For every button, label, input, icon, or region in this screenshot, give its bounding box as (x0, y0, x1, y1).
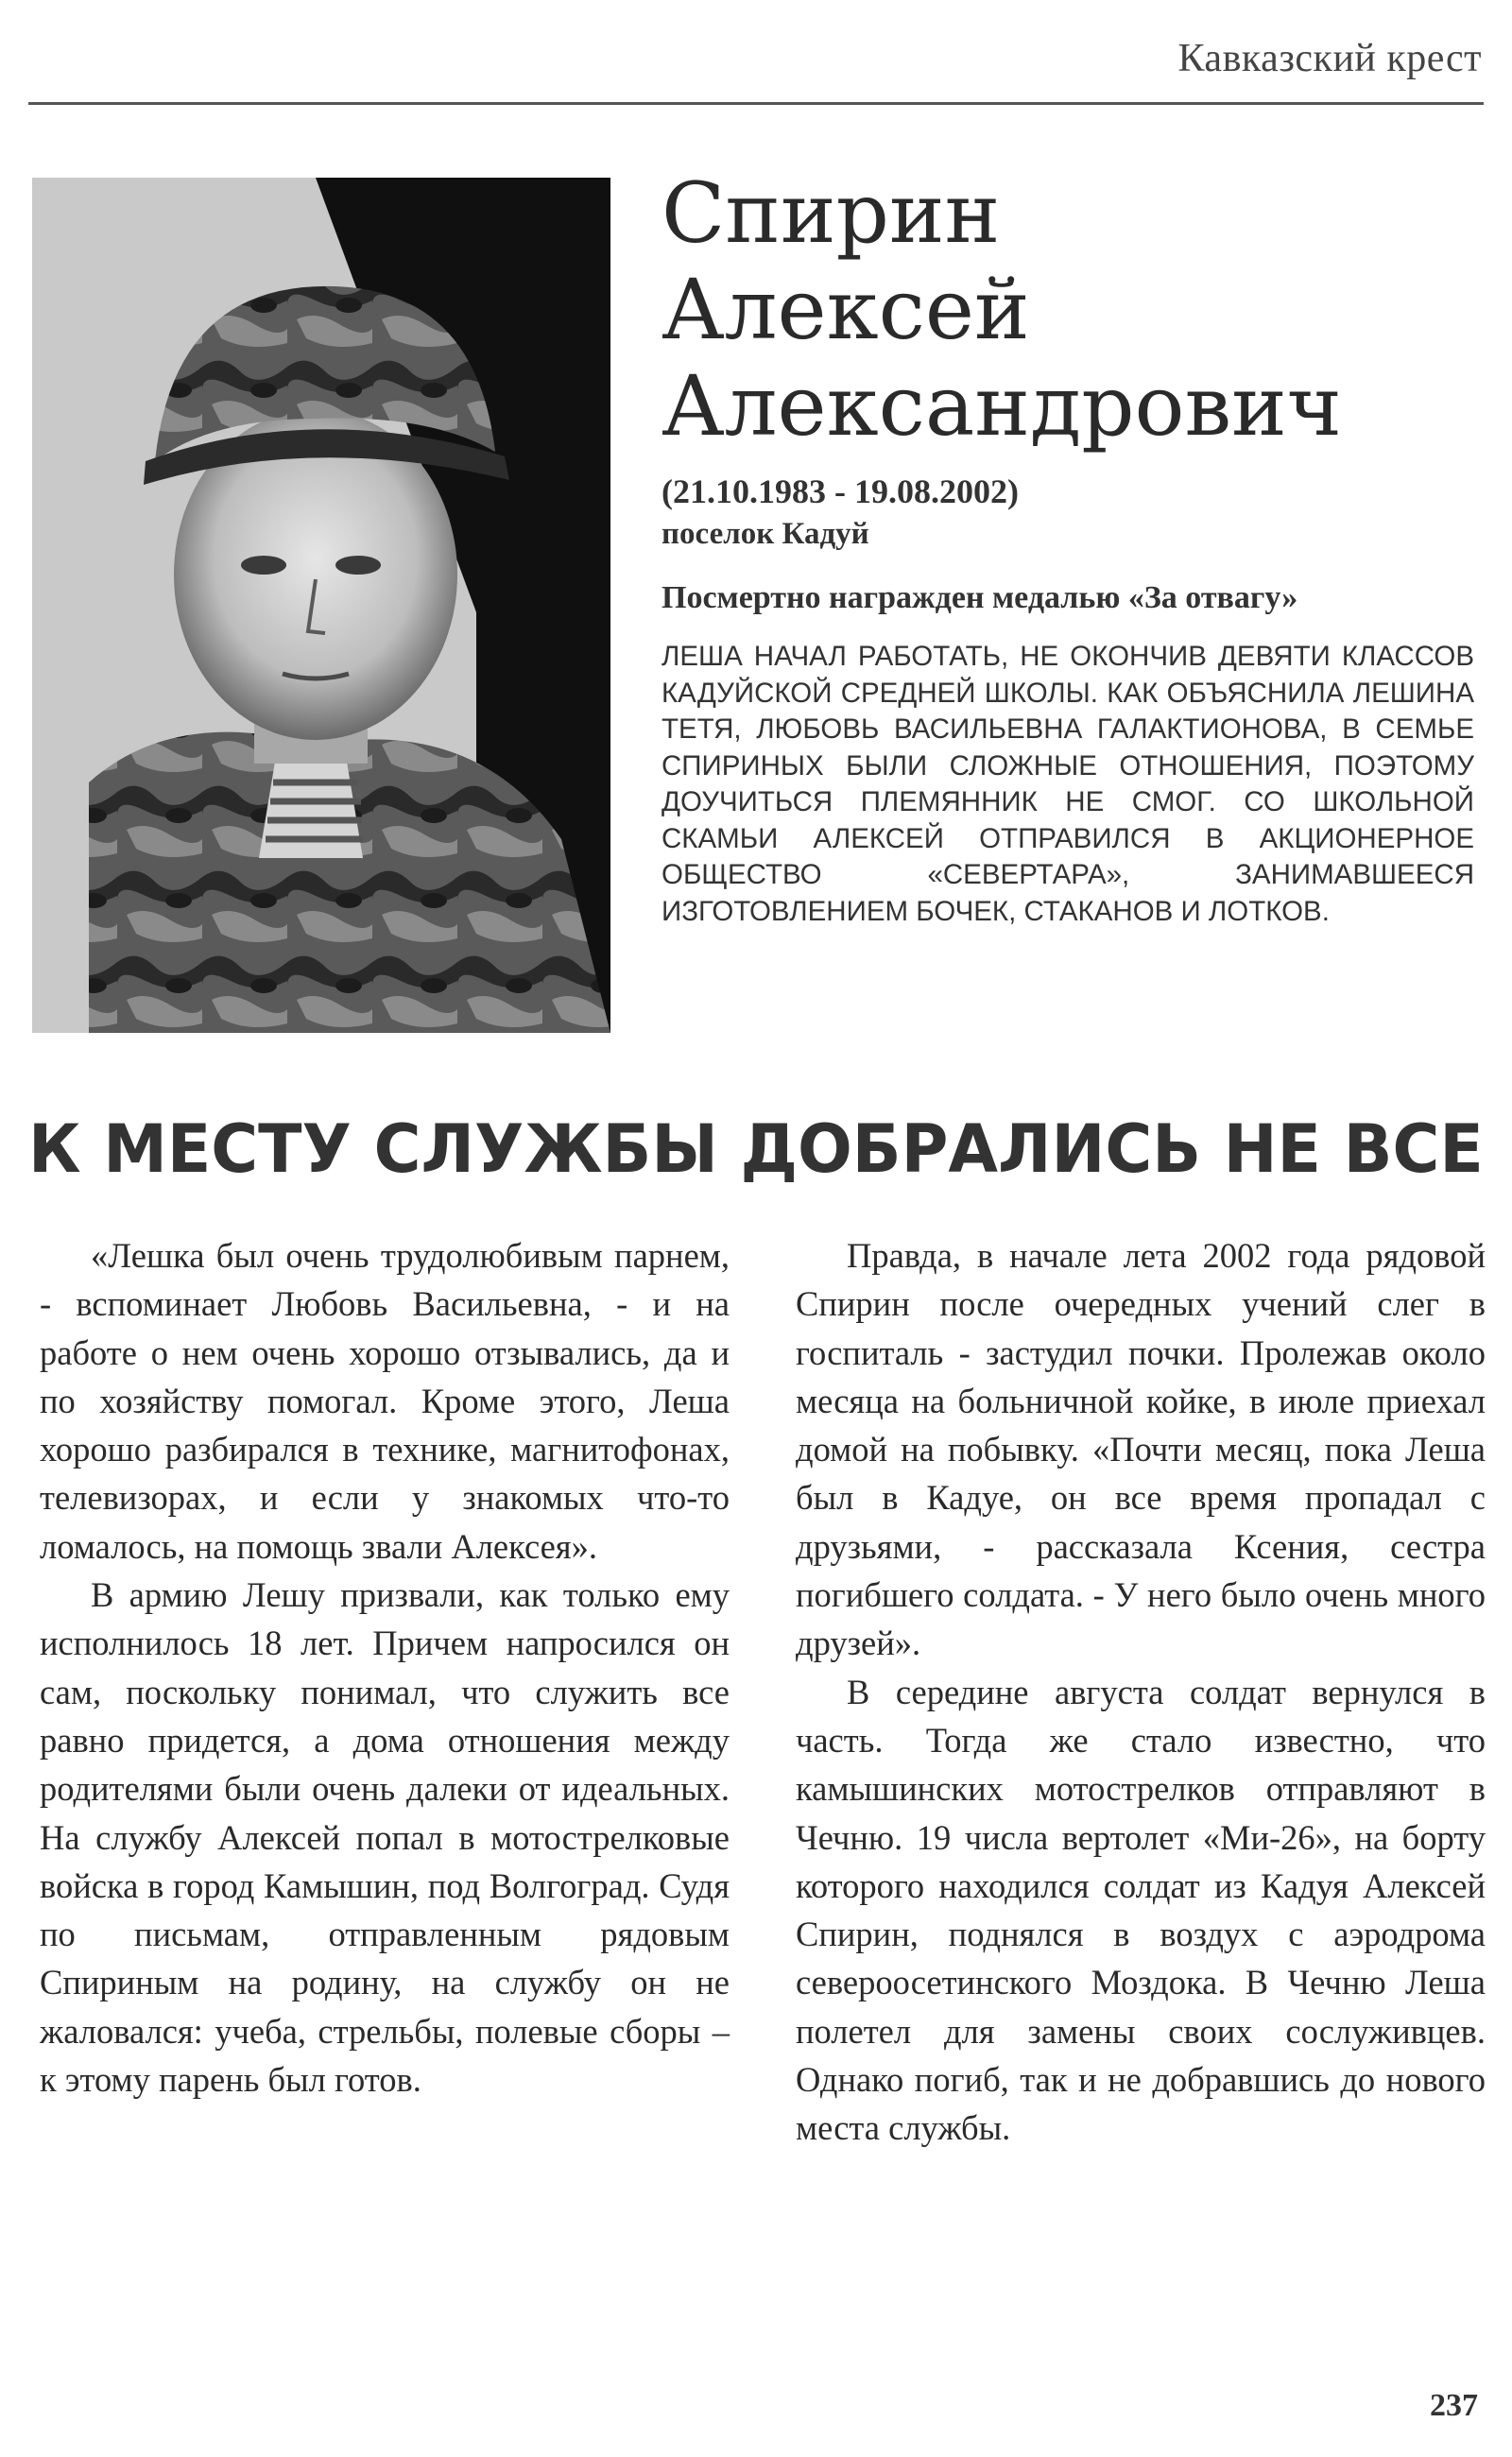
article-headline: К МЕСТУ СЛУЖБЫ ДОБРАЛИСЬ НЕ ВСЕ (28, 1110, 1484, 1188)
person-first-name: Алексей (662, 261, 1030, 358)
award-line: Посмертно награжден медалью «За отвагу» (662, 580, 1298, 615)
lead-paragraph: ЛЕША НАЧАЛ РАБОТАТЬ, НЕ ОКОНЧИВ ДЕВЯТИ КЛАССОВ КАДУЙСКОЙ СРЕДНЕЙ ШКОЛЫ. КАК ОБЪЯСНИЛА ЛЕШИНА ТЕТЯ, ЛЮБОВЬ ВАСИЛЬЕВНА ГАЛАКТИОНОВА, В СЕМЬЕ СПИРИНЫХ БЫЛИ СЛОЖНЫЕ ОТНОШЕНИЯ, ПОЭТОМУ ДОУЧИТЬСЯ ПЛЕМЯННИК НЕ СМОГ. СО ШКОЛЬНОЙ СКАМЬИ АЛЕКСЕЙ ОТПРАВИЛСЯ В АКЦИОНЕРНОЕ ОБЩЕСТВО «СЕВЕРТАРА», ЗАНИМАВШЕЕСЯ ИЗГОТОВЛЕНИЕМ БОЧЕК, СТАКАНОВ И ЛОТКОВ. (662, 641, 1474, 927)
running-head-title: Кавказский крест (1177, 37, 1482, 80)
article-paragraph: «Лешка был очень трудолюбивым парнем, - вспоминает Любовь Васильевна, - и на работе о нем очень хорошо отзывались, да и по хозяйству помогал. Кроме этого, Леша хорошо разбирался в технике, магнитофонах, телевизорах, и если у знакомых что-то ломалось, на помощь звали Алексея». (40, 1236, 730, 1566)
life-dates: (21.10.1983 - 19.08.2002) (662, 472, 1019, 510)
article-column-right (796, 1231, 1486, 2153)
article-paragraph: Правда, в начале лета 2002 года рядовой Спирин после очередных учений слег в госпиталь - застудил почки. Пролежав около месяца на больничной койке, в июле приехал домой на побывку. «Почти месяц, пока Леша был в Кадуе, он все время пропадал с друзьями, - рассказала Ксения, сестра погибшего солдата. - У него было очень много друзей». (796, 1236, 1486, 1663)
person-info-block (662, 165, 1493, 930)
article-paragraph: В армию Лешу призвали, как только ему исполнилось 18 лет. Причем напросился он сам, поскольку понимал, что служить все равно придется, а дома отношения между родителями были очень далеки от идеальных. На службу Алексей попал в мотострелковые войска в город Камышин, под Волгоград. Судя по письмам, отправленным рядовым Спириным на родину, на службу он не жаловался: учеба, стрельбы, полевые сборы – к этому парень был готов. (40, 1575, 730, 2100)
article-paragraph: В середине августа солдат вернулся в часть. Тогда же стало известно, что камышинских мотострелков отправляют в Чечню. 19 числа вертолет «Ми-26», на борту которого находился солдат из Кадуя Алексей Спирин, поднялся в воздух с аэродрома североосетинского Моздока. В Чечню Леша полетел для замены своих сослуживцев. Однако погиб, так и не добравшись до нового места службы. (796, 1672, 1486, 2148)
header-rule-divider (28, 102, 1484, 105)
article-body (40, 1231, 1486, 2153)
person-patronymic: Александрович (662, 357, 1342, 455)
article-column-left (40, 1231, 730, 2153)
portrait-photo-soldier-icon (32, 178, 610, 1033)
hometown: поселок Кадуй (662, 517, 869, 551)
page-number: 237 (1430, 2388, 1478, 2423)
person-surname: Спирин (662, 164, 1001, 262)
portrait-photo (32, 178, 610, 1033)
